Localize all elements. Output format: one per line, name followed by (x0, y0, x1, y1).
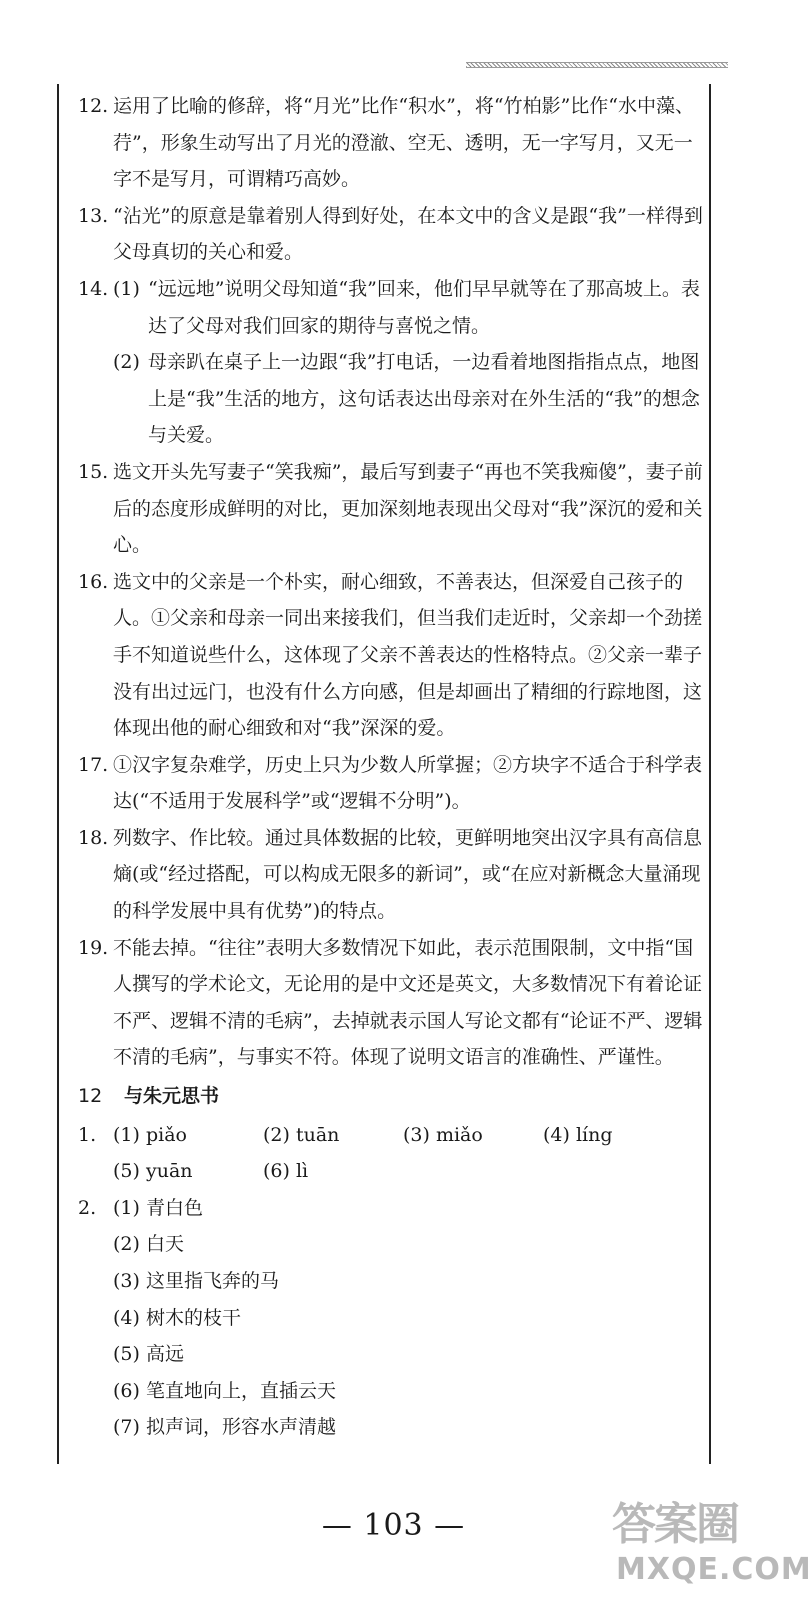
part-label: (2) (113, 351, 140, 374)
definition-item: (1) 青白色 (113, 1196, 203, 1219)
pinyin-row-1 (113, 1117, 704, 1154)
answer-text: 列数字、作比较。通过具体数据的比较，更鲜明地突出汉字具有高信息熵(或“经过搭配，可以构成无限多的新词”，或“在应对新概念大量涌现的科学发展中具有优势”)的特点。 (113, 826, 703, 923)
answer-14-part-2 (78, 344, 704, 454)
question-2-definitions (78, 1190, 704, 1446)
part-label: (1) (113, 277, 140, 300)
page-number: — 103 — (321, 1508, 466, 1543)
pinyin-item: (5) yuān (113, 1160, 193, 1183)
answer-text: “沾光”的原意是靠着别人得到好处，在本文中的含义是跟“我”一样得到父母真切的关心和爱。 (113, 204, 703, 264)
question-number: 1. (78, 1123, 97, 1146)
pinyin-item: (4) líng (543, 1123, 613, 1146)
part-text: “远远地”说明父母知道“我”回来，他们早早就等在了那高坡上。表达了父母对我们回家的期待与喜悦之情。 (148, 277, 700, 337)
answer-14 (78, 271, 704, 344)
answer-12 (78, 88, 704, 198)
answer-13 (78, 198, 704, 271)
answer-text: 运用了比喻的修辞，将“月光”比作“积水”，将“竹柏影”比作“水中藻、荇”，形象生动写出了月光的澄澈、空无、透明，无一字写月，又无一字不是写月，可谓精巧高妙。 (113, 95, 694, 191)
watermark-domain: MXQE.COM (616, 1552, 812, 1587)
pinyin-item: (3) miǎo (403, 1123, 483, 1146)
answer-number: 13. (78, 204, 109, 227)
answer-number: 16. (78, 570, 109, 593)
section-heading (78, 1078, 704, 1115)
question-number: 2. (78, 1196, 97, 1219)
section-number: 12 (78, 1085, 103, 1108)
question-1-pinyin (78, 1117, 704, 1190)
definition-item: (7) 拟声词，形容水声清越 (113, 1416, 336, 1439)
pinyin-item: (1) piǎo (113, 1123, 187, 1146)
answer-number: 18. (78, 826, 109, 849)
answer-number: 15. (78, 460, 109, 483)
header-decorative-rule (466, 62, 728, 68)
definition-item: (3) 这里指飞奔的马 (113, 1270, 279, 1292)
left-border-line (57, 84, 59, 1464)
pinyin-item: (2) tuān (263, 1123, 340, 1146)
answer-number: 14. (78, 277, 109, 300)
right-border-line (709, 84, 711, 1464)
answer-17 (78, 747, 704, 820)
answer-18 (78, 820, 704, 930)
part-text: 母亲趴在桌子上一边跟“我”打电话，一边看着地图指指点点，地图上是“我”生活的地方，这句话表达出母亲对在外生活的“我”的想念与关爱。 (148, 351, 700, 447)
definition-item: (4) 树木的枝干 (113, 1306, 241, 1329)
answer-content (78, 88, 704, 1446)
answer-text: 选文中的父亲是一个朴实，耐心细致，不善表达，但深爱自己孩子的人。①父亲和母亲一同出来接我们，但当我们走近时，父亲却一个劲搓手不知道说些什么，这体现了父亲不善表达的性格特点。②父亲一辈子没有出过远门，也没有什么方向感，但是却画出了精细的行踪地图，这体现出他的耐心细致和对“我”深深的爱。 (113, 570, 703, 740)
answer-text: 选文开头先写妻子“笑我痴”，最后写到妻子“再也不笑我痴傻”，妻子前后的态度形成鲜明的对比，更加深刻地表现出父母对“我”深沉的爱和关心。 (113, 460, 703, 557)
answer-text: ①汉字复杂难学，历史上只为少数人所掌握；②方块字不适合于科学表达(“不适用于发展科学”或“逻辑不分明”)。 (113, 753, 703, 813)
answer-16 (78, 564, 704, 747)
definition-item: (6) 笔直地向上，直插云天 (113, 1379, 336, 1402)
answer-19 (78, 930, 704, 1076)
answer-number: 17. (78, 753, 109, 776)
watermark-logo-text: 答案圈 (612, 1499, 738, 1550)
answer-14-part-1 (113, 271, 704, 344)
definition-item: (5) 高远 (113, 1343, 184, 1366)
pinyin-row-2 (113, 1153, 704, 1190)
pinyin-item: (6) lì (263, 1160, 309, 1183)
answer-number: 19. (78, 936, 109, 959)
site-watermark (612, 1488, 812, 1596)
section-title: 与朱元思书 (124, 1085, 220, 1108)
answer-number: 12. (78, 95, 109, 117)
definition-item: (2) 白天 (113, 1233, 184, 1256)
answer-15 (78, 454, 704, 564)
answer-text: 不能去掉。“往往”表明大多数情况下如此，表示范围限制，文中指“国人撰写的学术论文，无论用的是中文还是英文，大多数情况下有着论证不严、逻辑不清的毛病”，去掉就表示国人写论文都有“论证不严、逻辑不清的毛病”，与事实不符。体现了说明文语言的准确性、严谨性。 (113, 936, 703, 1069)
